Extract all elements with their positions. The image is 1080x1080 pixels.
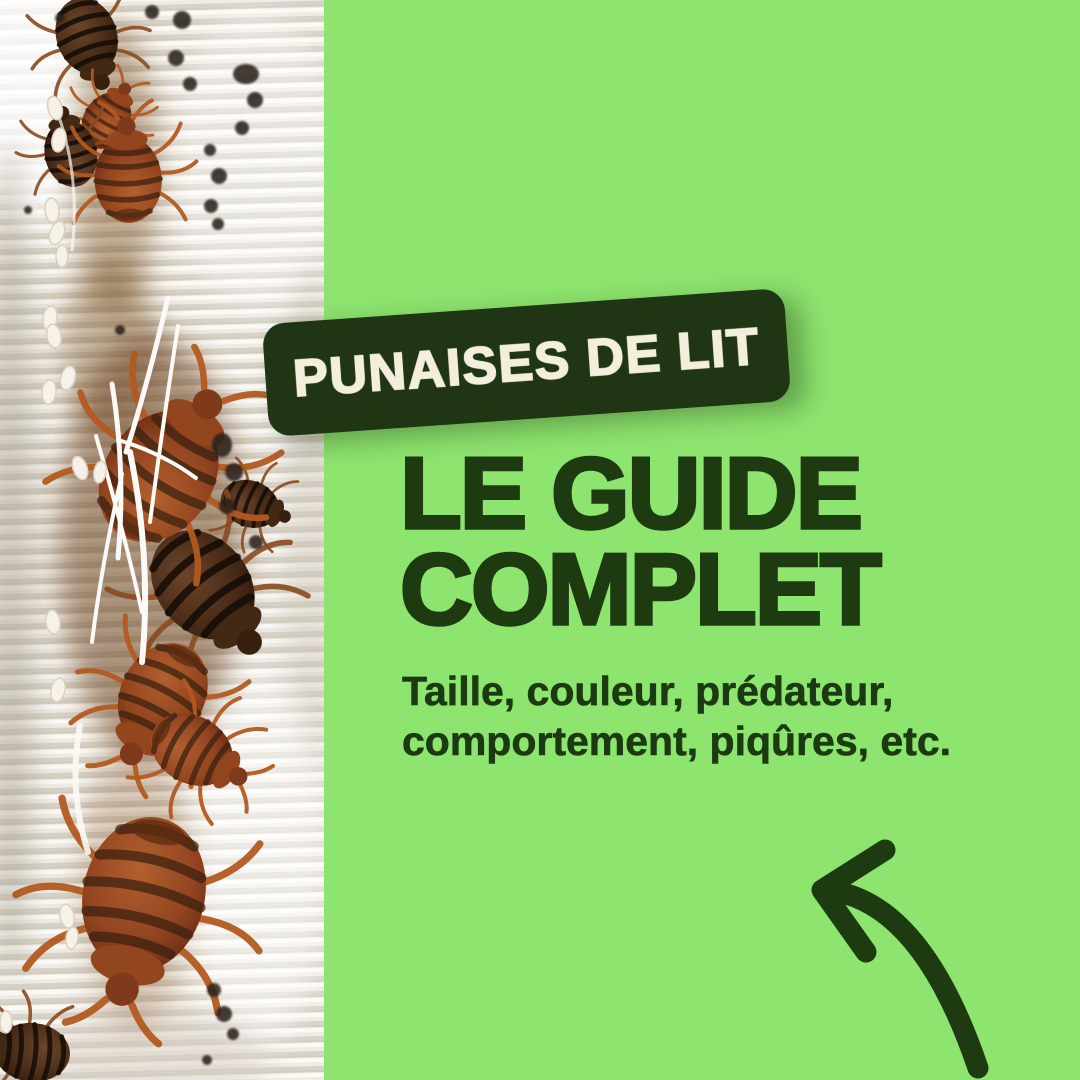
title-line-2: COMPLET <box>400 534 880 646</box>
curved-arrow-up-left-icon <box>790 825 1010 1080</box>
subtitle <box>402 666 951 766</box>
subtitle-line-1: Taille, couleur, prédateur, <box>402 668 894 714</box>
bedbug-photo <box>0 0 324 1080</box>
subtitle-line-2: comportement, piqûres, etc. <box>402 718 952 764</box>
page-title <box>400 438 880 646</box>
title-line-1: LE GUIDE <box>400 438 861 550</box>
bedbug-photo-illustration <box>0 0 324 1080</box>
category-badge-label: PUNAISES DE LIT <box>291 317 762 408</box>
category-badge <box>262 288 792 437</box>
